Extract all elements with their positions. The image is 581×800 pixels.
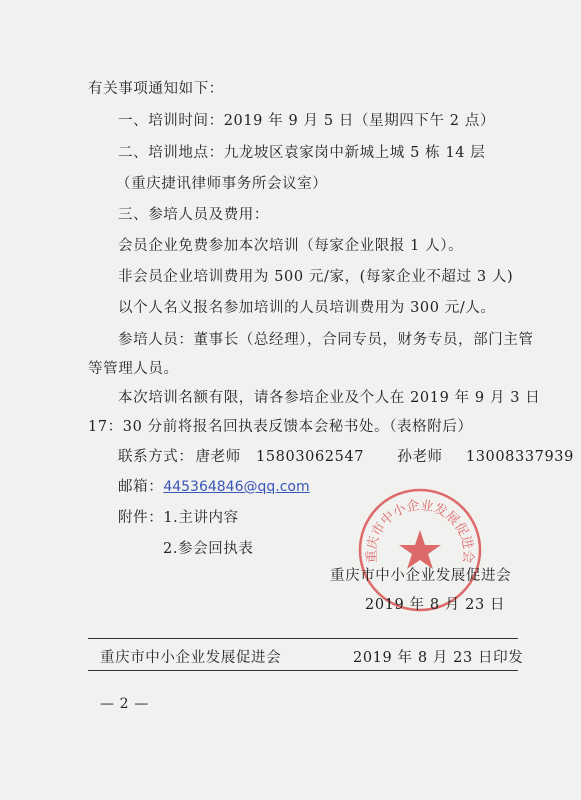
item-location-note: （重庆捷讯律师事务所会议室）: [116, 176, 328, 192]
footer-date: 2019 年 8 月 23 日印发: [353, 650, 524, 666]
item-training-location: 二、培训地点：九龙坡区袁家岗中新城上城 5 栋 14 层: [118, 145, 486, 161]
contact2-phone: 13008337939: [465, 449, 574, 465]
fee-nonmember: 非会员企业培训费用为 500 元/家，(每家企业不超过 3 人): [118, 269, 514, 285]
attachment-2: 2.参会回执表: [163, 541, 254, 557]
seal-text: 重庆市中小企业发展促进会: [364, 498, 476, 564]
footer-rule-bottom: [88, 670, 518, 671]
attendees-line-2: 等管理人员。: [88, 361, 179, 377]
page-number: — 2 —: [100, 696, 149, 712]
deadline-line-2: 17：30 分前将报名回执表反馈本会秘书处。（表格附后）: [88, 419, 473, 435]
item-training-time: 一、培训时间：2019 年 9 月 5 日（星期四下午 2 点）: [118, 113, 496, 129]
attachment-line: [118, 506, 239, 527]
attachment-label: 附件：: [118, 510, 164, 526]
attendees-line-1: 参培人员：董事长（总经理），合同专员，财务专员，部门主管: [118, 332, 534, 348]
attachment-1: 1.主讲内容: [163, 510, 239, 526]
contact-label: 联系方式：: [118, 449, 194, 465]
fee-member: 会员企业免费参加本次培训（每家企业限报 1 人）。: [118, 238, 464, 254]
signature-date: 2019 年 8 月 23 日: [365, 597, 506, 613]
email-line: [118, 475, 310, 496]
signature-org: 重庆市中小企业发展促进会: [330, 568, 512, 584]
deadline-line-1: 本次培训名额有限，请各参培企业及个人在 2019 年 9 月 3 日: [118, 390, 541, 406]
footer-org: 重庆市中小企业发展促进会: [100, 650, 282, 666]
fee-individual: 以个人名义报名参加培训的人员培训费用为 300 元/人。: [118, 300, 496, 316]
contact1-name: 唐老师: [195, 449, 241, 465]
email-label: 邮箱：: [118, 479, 164, 495]
contact2-name: 孙老师: [397, 449, 443, 465]
contact1-phone: 15803062547: [256, 449, 365, 465]
email-link[interactable]: 445364846@qq.com: [163, 479, 310, 495]
contact-line: [118, 445, 574, 466]
intro-line: 有关事项通知如下：: [88, 81, 224, 97]
item-attendees-fees: 三、参培人员及费用：: [118, 207, 269, 223]
footer-rule-top: [88, 638, 518, 639]
